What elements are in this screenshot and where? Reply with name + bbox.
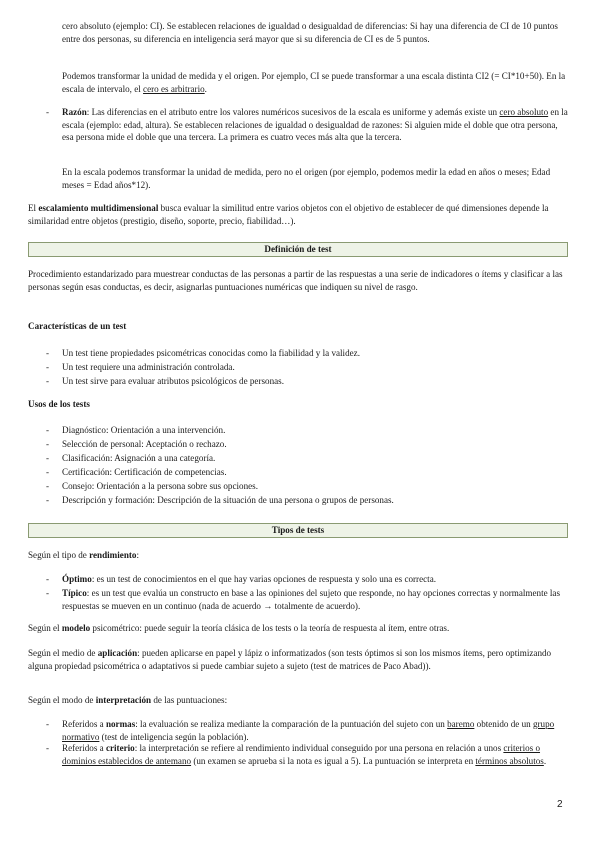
underlined-term: términos absolutos <box>475 755 544 766</box>
term-normas: normas <box>105 719 136 729</box>
term-aplicacion: aplicación <box>97 648 138 658</box>
term-razon: Razón <box>62 107 87 117</box>
term-criterio: criterio <box>105 743 135 753</box>
list-item: - Diagnóstico: Orientación a una intervención. <box>62 424 570 437</box>
list-item-optimo: - Óptimo: es un test de conocimientos en el que hay varias opciones de respuesta y solo una es correcta. <box>62 573 570 586</box>
underlined-term: cero absoluto <box>499 107 549 117</box>
paragraph-rendimiento: Según el tipo de rendimiento: <box>28 550 139 560</box>
list-item: - Clasificación: Asignación a una categoría. <box>62 452 570 465</box>
page-number: 2 <box>557 799 563 810</box>
underlined-term: cero es arbitrario <box>143 83 205 94</box>
paragraph-cero-absoluto: cero absoluto (ejemplo: CI). Se establecen relaciones de igualdad o desigualdad de diferencias: Si hay una diferencia de CI de 10 puntos entre dos personas, su diferencia en inteligencia será mayor que si su diferencia de CI es de 5 puntos. <box>62 21 558 44</box>
list-item-criterio: - Referidos a criterio: la interpretación se refiere al rendimiento individual conseguido por una persona en relación a unos criterios o dominios establecidos de antemano (un examen se aprueba si la nota es igual a 5). La puntuación se interpreta en términos absolutos. <box>62 742 570 767</box>
section-header-tipos: Tipos de tests <box>28 523 568 538</box>
paragraph-transformar-razon: En la escala podemos transformar la unidad de medida, pero no el origen (por ejemplo, podemos medir la edad en años o meses; Edad meses = Edad años*12). <box>62 167 551 190</box>
subheading-usos: Usos de los tests <box>28 399 90 409</box>
subheading-caracteristicas: Características de un test <box>28 321 127 331</box>
paragraph-interpretacion: Según el modo de interpretación de las puntuaciones: <box>28 695 228 705</box>
list-item-razon: - Razón: Las diferencias en el atributo entre los valores numéricos sucesivos de la escala es uniforme y además existe un cero absoluto en la escala (ejemplo: edad, altura). Se establecen relaciones de igualdad o desigualdad de razones: Si alguien mide el doble que otra persona, esa persona mide el doble que una tercera. La primera es cuatro veces más alta que la tercera. <box>62 106 570 144</box>
term-modelo: modelo <box>61 623 91 633</box>
list-item: - Certificación: Certificación de competencias. <box>62 466 570 479</box>
paragraph-modelo: Según el modelo psicométrico: puede seguir la teoría clásica de los tests o la teoría de respuesta al ítem, entre otras. <box>28 623 450 633</box>
list-item: - Selección de personal: Aceptación o rechazo. <box>62 438 570 451</box>
list-item: - Un test requiere una administración controlada. <box>62 361 570 374</box>
paragraph-escalamiento: El escalamiento multidimensional busca evaluar la similitud entre varios objetos con el objetivo de establecer de qué dimensiones depende la similaridad entre objetos (prestigio, diseño, soporte, precio, fiabilidad…). <box>28 203 549 226</box>
term-optimo: Óptimo <box>62 574 92 584</box>
list-item: - Un test tiene propiedades psicométricas conocidas como la fiabilidad y la validez. <box>62 347 570 360</box>
section-header-definicion: Definición de test <box>28 242 568 257</box>
underlined-term: grupo normativo <box>62 719 555 742</box>
term-interpretacion: interpretación <box>95 695 152 705</box>
list-item: - Consejo: Orientación a la persona sobre sus opciones. <box>62 480 570 493</box>
list-item: - Un test sirve para evaluar atributos psicológicos de personas. <box>62 375 570 388</box>
underlined-term: criterios o dominios establecidos de antemano <box>62 743 541 766</box>
term-tipico: Típico <box>62 588 87 598</box>
paragraph-aplicacion: Según el medio de aplicación: pueden aplicarse en papel y lápiz o informatizados (son tests óptimos si son los mismos ítems, pero optimizando alguna propiedad psicométrica o adaptativos si puede cambiar sujeto a sujeto (test de matrices de Paco Abad)). <box>28 648 552 671</box>
term-escalamiento: escalamiento multidimensional <box>38 203 159 213</box>
paragraph-transformar-intervalo: Podemos transformar la unidad de medida y el origen. Por ejemplo, CI se puede transformar a una escala distinta CI2 (= CI*10+50). En la escala de intervalo, el cero es arbitrario. <box>62 71 566 94</box>
paragraph-definicion: Procedimiento estandarizado para muestrear conductas de las personas a partir de las respuestas a una serie de indicadores o ítems y clasificar a las personas según esas conductas, es decir, asignarlas puntuaciones numéricas que indiquen su nivel de rasgo. <box>28 269 563 292</box>
list-item: - Descripción y formación: Descripción de la situación de una persona o grupos de personas. <box>62 494 570 507</box>
list-item-tipico: - Típico: es un test que evalúa un constructo en base a las opiniones del sujeto que responde, no hay opciones correctas y normalmente las respuestas se mueven en un continuo (nada de acuerdo → totalmente de acuerdo). <box>62 587 570 612</box>
list-item-normas: - Referidos a normas: la evaluación se realiza mediante la comparación de la puntuación del sujeto con un baremo obtenido de un grupo normativo (test de inteligencia según la población). <box>62 718 570 743</box>
underlined-term: baremo <box>447 719 475 729</box>
term-rendimiento: rendimiento <box>89 550 137 560</box>
